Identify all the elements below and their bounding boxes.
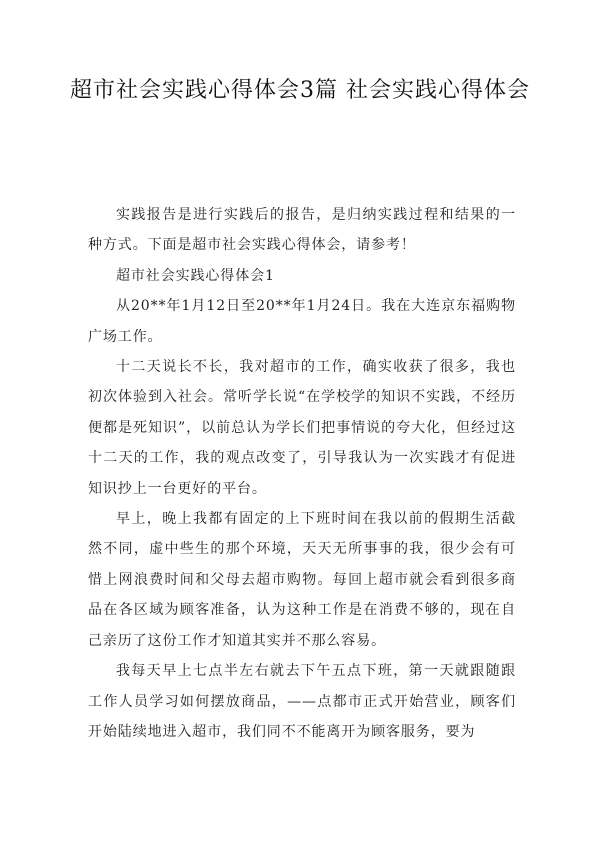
section-heading: 超市社会实践心得体会1 xyxy=(116,267,275,284)
document-title: 超市社会实践心得体会3篇 社会实践心得体会 xyxy=(70,78,530,103)
body-paragraph: 十二天说长不长，我对超市的工作，确实收获了很多，我也初次体验到入社会。常听学长说“在学校学的知识不实践，不经历便都是死知识”，以前总认为学长们把事情说的夸大化，但经过这十二天的工作，我的观点改变了，引导我认为一次实践才有促进知识抄上一台更好的平台。 xyxy=(88,359,516,497)
body-paragraph: 我每天早上七点半左右就去下午五点下班，第一天就跟随跟工作人员学习如何摆放商品，——点都市正式开始营业，顾客们开始陆续地进入超市，我们同不不能离开为顾客服务，要为 xyxy=(88,663,516,740)
body-paragraph: 早上，晚上我都有固定的上下班时间在我以前的假期生活截然不同，虚中些生的那个环境，天天无所事事的我，很少会有可惜上网浪费时间和父母去超市购物。每回上超市就会看到很多商品在各区域为顾客准备，认为这种工作是在消费不够的，现在自己亲历了这份工作才知道其实并不那么容易。 xyxy=(88,511,516,649)
intro-paragraph: 实践报告是进行实践后的报告，是归纳实践过程和结果的一种方式。下面是超市社会实践心得体会，请参考！ xyxy=(88,207,516,254)
body-paragraph: 从20**年1月12日至20**年1月24日。我在大连京东福购物广场工作。 xyxy=(88,298,516,345)
document-body xyxy=(88,200,516,747)
